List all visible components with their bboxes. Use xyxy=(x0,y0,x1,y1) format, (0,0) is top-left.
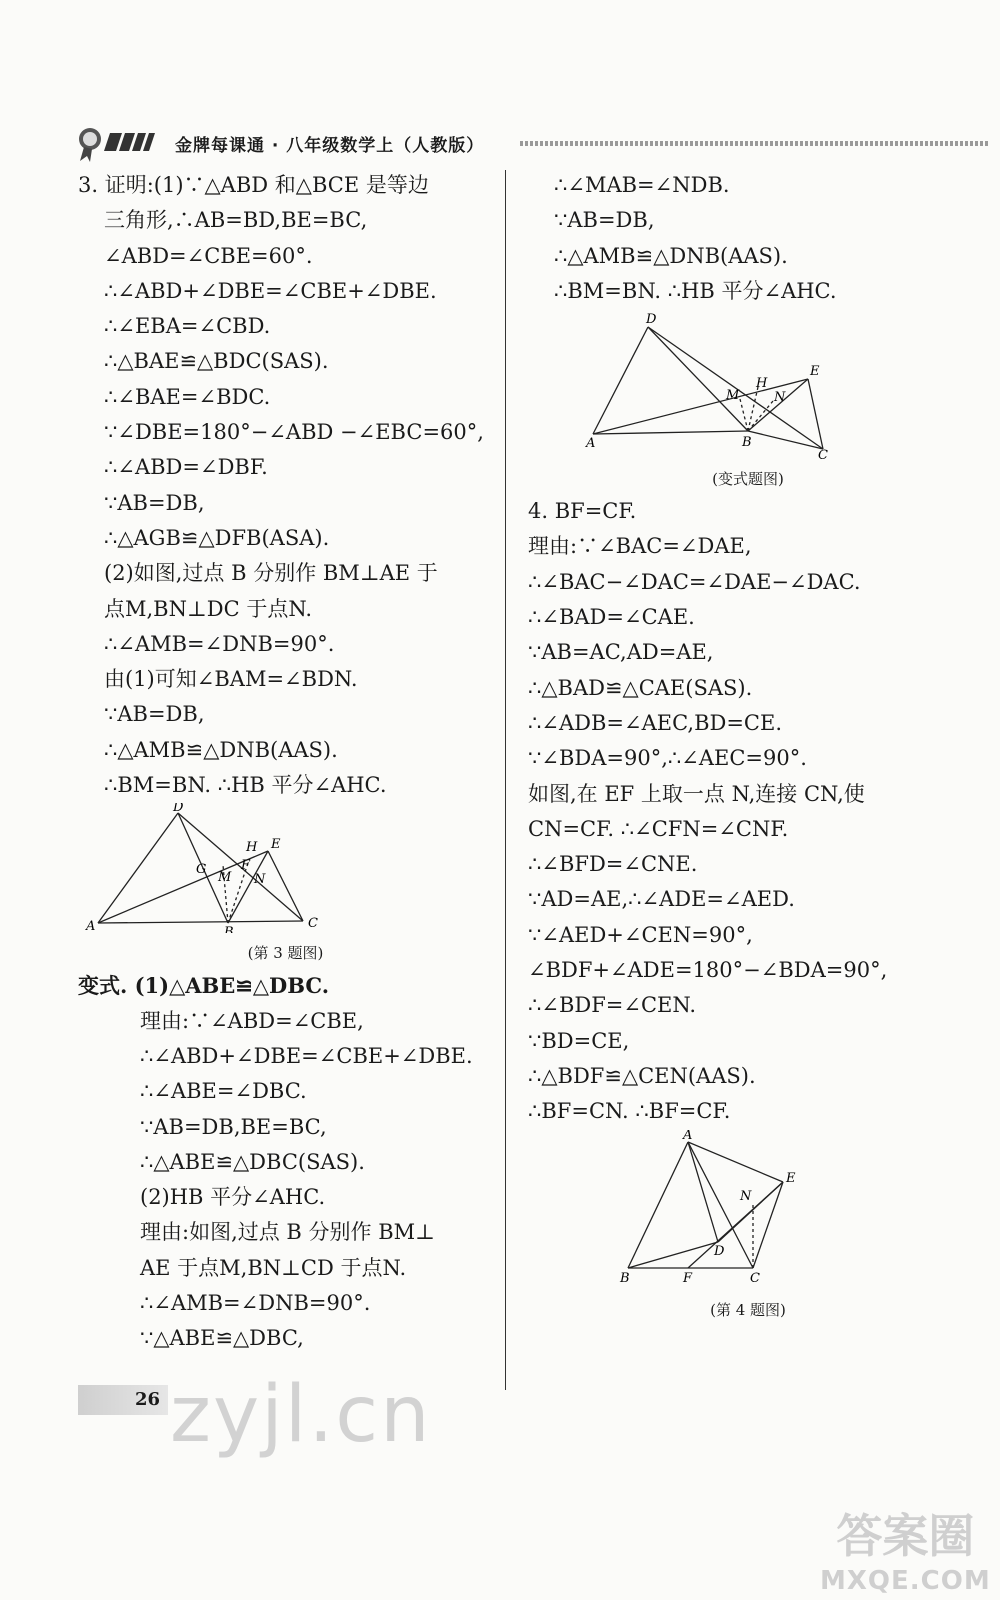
figure-4-caption: (第 4 题图) xyxy=(710,1300,786,1319)
text-line: 理由:∵∠BAC=∠DAE, xyxy=(528,534,752,559)
text-line: ∴∠BAD=∠CAE. xyxy=(528,605,695,630)
text-line: ∴△BAE≌△BDC(SAS). xyxy=(104,349,329,374)
text-line: 由(1)可知∠BAM=∠BDN. xyxy=(104,667,358,692)
text-line: ∴△BDF≌△CEN(AAS). xyxy=(528,1063,756,1088)
text-line: ∴∠AMB=∠DNB=90°. xyxy=(140,1291,371,1316)
text-line: ∴∠AMB=∠DNB=90°. xyxy=(104,631,335,656)
label-M: M xyxy=(726,388,740,404)
text-line: ∴BF=CN. ∴BF=CF. xyxy=(528,1099,731,1124)
text-line: ∴∠BAC−∠DAC=∠DAE−∠DAC. xyxy=(528,569,861,594)
text-line: 如图,在 EF 上取一点 N,连接 CN,使 xyxy=(528,781,865,806)
text-line: ∵AB=DB, xyxy=(554,208,655,233)
text-line: ∵∠AED+∠CEN=90°, xyxy=(528,922,753,947)
figure-3-caption: (第 3 题图) xyxy=(247,944,324,963)
label-M: M xyxy=(218,870,232,886)
text-line: AE 于点M,BN⊥CD 于点N. xyxy=(140,1255,407,1280)
variant-figure-diagram xyxy=(528,309,968,459)
text-line: ∵AD=AE,∴∠ADE=∠AED. xyxy=(528,887,795,912)
text-line: ∵AB=DB,BE=BC, xyxy=(140,1114,327,1139)
text-line: ∵AB=AC,AD=AE, xyxy=(528,640,714,665)
variant-heading: 变式. (1)△ABE≌△DBC. xyxy=(78,973,330,999)
variant-figure xyxy=(528,309,968,464)
text-line: ∴∠MAB=∠NDB. xyxy=(554,173,730,197)
label-B: B xyxy=(742,435,752,451)
watermark-logo-text: 答案圈 xyxy=(836,1509,975,1563)
label-C: C xyxy=(308,916,318,932)
text-line: ∴△AGB≌△DFB(ASA). xyxy=(104,525,330,550)
label-H: H xyxy=(756,376,768,392)
right-column xyxy=(528,168,968,1325)
variant-figure-caption: (变式题图) xyxy=(712,470,784,489)
header-title: 金牌每课通 · 八年级数学上（人教版） xyxy=(175,136,485,156)
figure-3-diagram xyxy=(78,803,493,933)
text-line: ∴△BAD≌△CAE(SAS). xyxy=(528,675,753,700)
text-line: ∴△ABE≌△DBC(SAS). xyxy=(140,1149,365,1174)
text-line: ∴∠BFD=∠CNE. xyxy=(528,852,698,877)
medal-ribbon-icon xyxy=(70,125,170,165)
text-line: (2)HB 平分∠AHC. xyxy=(140,1185,326,1210)
label-E: E xyxy=(786,1170,796,1186)
text-line: ∴BM=BN. ∴HB 平分∠AHC. xyxy=(104,773,387,798)
label-D: D xyxy=(173,803,184,816)
label-B: B xyxy=(620,1270,630,1286)
text-line: ∴△AMB≌△DNB(AAS). xyxy=(554,243,788,268)
label-D: D xyxy=(646,312,657,328)
label-A: A xyxy=(586,436,596,452)
text-line: ∴∠ABD+∠DBE=∠CBE+∠DBE. xyxy=(104,278,437,303)
label-C: C xyxy=(818,448,828,460)
figure-4-diagram xyxy=(528,1130,968,1290)
label-N: N xyxy=(774,390,786,406)
label-N: N xyxy=(740,1188,752,1204)
watermark-logo xyxy=(820,1500,991,1596)
left-column xyxy=(78,168,493,1357)
label-E: E xyxy=(271,837,281,853)
label-C: C xyxy=(750,1270,760,1286)
label-A: A xyxy=(86,919,96,934)
label-N: N xyxy=(254,872,266,888)
header-rule xyxy=(520,141,990,146)
text-line: 点M,BN⊥DC 于点N. xyxy=(104,596,313,621)
figure-4 xyxy=(528,1130,968,1295)
text-line: (2)如图,过点 B 分别作 BM⊥AE 于 xyxy=(104,561,438,586)
text-line: ∴∠ABD+∠DBE=∠CBE+∠DBE. xyxy=(140,1043,473,1068)
text-line: 三角形,∴AB=BD,BE=BC, xyxy=(104,208,368,233)
column-divider xyxy=(505,170,506,1390)
text-line: ∴∠EBA=∠CBD. xyxy=(104,314,271,339)
text-line: 理由:∵∠ABD=∠CBE, xyxy=(140,1008,364,1033)
text-line: ∠BDF+∠ADE=180°−∠BDA=90°, xyxy=(528,958,888,983)
text-line: ∵AB=DB, xyxy=(104,702,205,727)
label-G: G xyxy=(196,862,207,878)
label-B: B xyxy=(224,925,234,934)
label-D: D xyxy=(714,1243,725,1259)
figure-3 xyxy=(78,803,493,938)
watermark-logo-url: MXQE.COM xyxy=(820,1566,991,1596)
text-line: ∵AB=DB, xyxy=(104,490,205,515)
text-line: 理由:如图,过点 B 分别作 BM⊥ xyxy=(140,1220,435,1245)
page-number: 26 xyxy=(78,1385,168,1415)
text-line: 3. 证明:(1)∵△ABD 和△BCE 是等边 xyxy=(78,173,429,197)
text-line: 4. BF=CF. xyxy=(528,499,637,524)
text-line: ∵△ABE≌△DBC, xyxy=(140,1326,304,1351)
text-line: ∵BD=CE, xyxy=(528,1028,630,1053)
label-F: F xyxy=(241,858,251,874)
text-line: ∴BM=BN. ∴HB 平分∠AHC. xyxy=(554,278,837,303)
text-line: ∴∠ABD=∠DBF. xyxy=(104,455,268,480)
text-line: CN=CF. ∴∠CFN=∠CNF. xyxy=(528,816,789,841)
text-line: ∵∠BDA=90°,∴∠AEC=90°. xyxy=(528,746,807,771)
text-line: ∴∠BDF=∠CEN. xyxy=(528,993,697,1018)
text-line: ∴∠BAE=∠BDC. xyxy=(104,384,271,409)
label-H: H xyxy=(246,840,258,856)
text-line: ∠ABD=∠CBE=60°. xyxy=(104,243,313,268)
text-line: ∴∠ADB=∠AEC,BD=CE. xyxy=(528,710,783,735)
label-E: E xyxy=(810,364,820,380)
page-header xyxy=(70,125,990,165)
label-A: A xyxy=(683,1129,693,1143)
text-line: ∴△AMB≌△DNB(AAS). xyxy=(104,737,338,762)
label-F: F xyxy=(683,1270,693,1286)
text-line: ∴∠ABE=∠DBC. xyxy=(140,1079,307,1104)
text-line: ∵∠DBE=180°−∠ABD −∠EBC=60°, xyxy=(104,420,484,445)
watermark: zyjl.cn xyxy=(170,1370,432,1460)
